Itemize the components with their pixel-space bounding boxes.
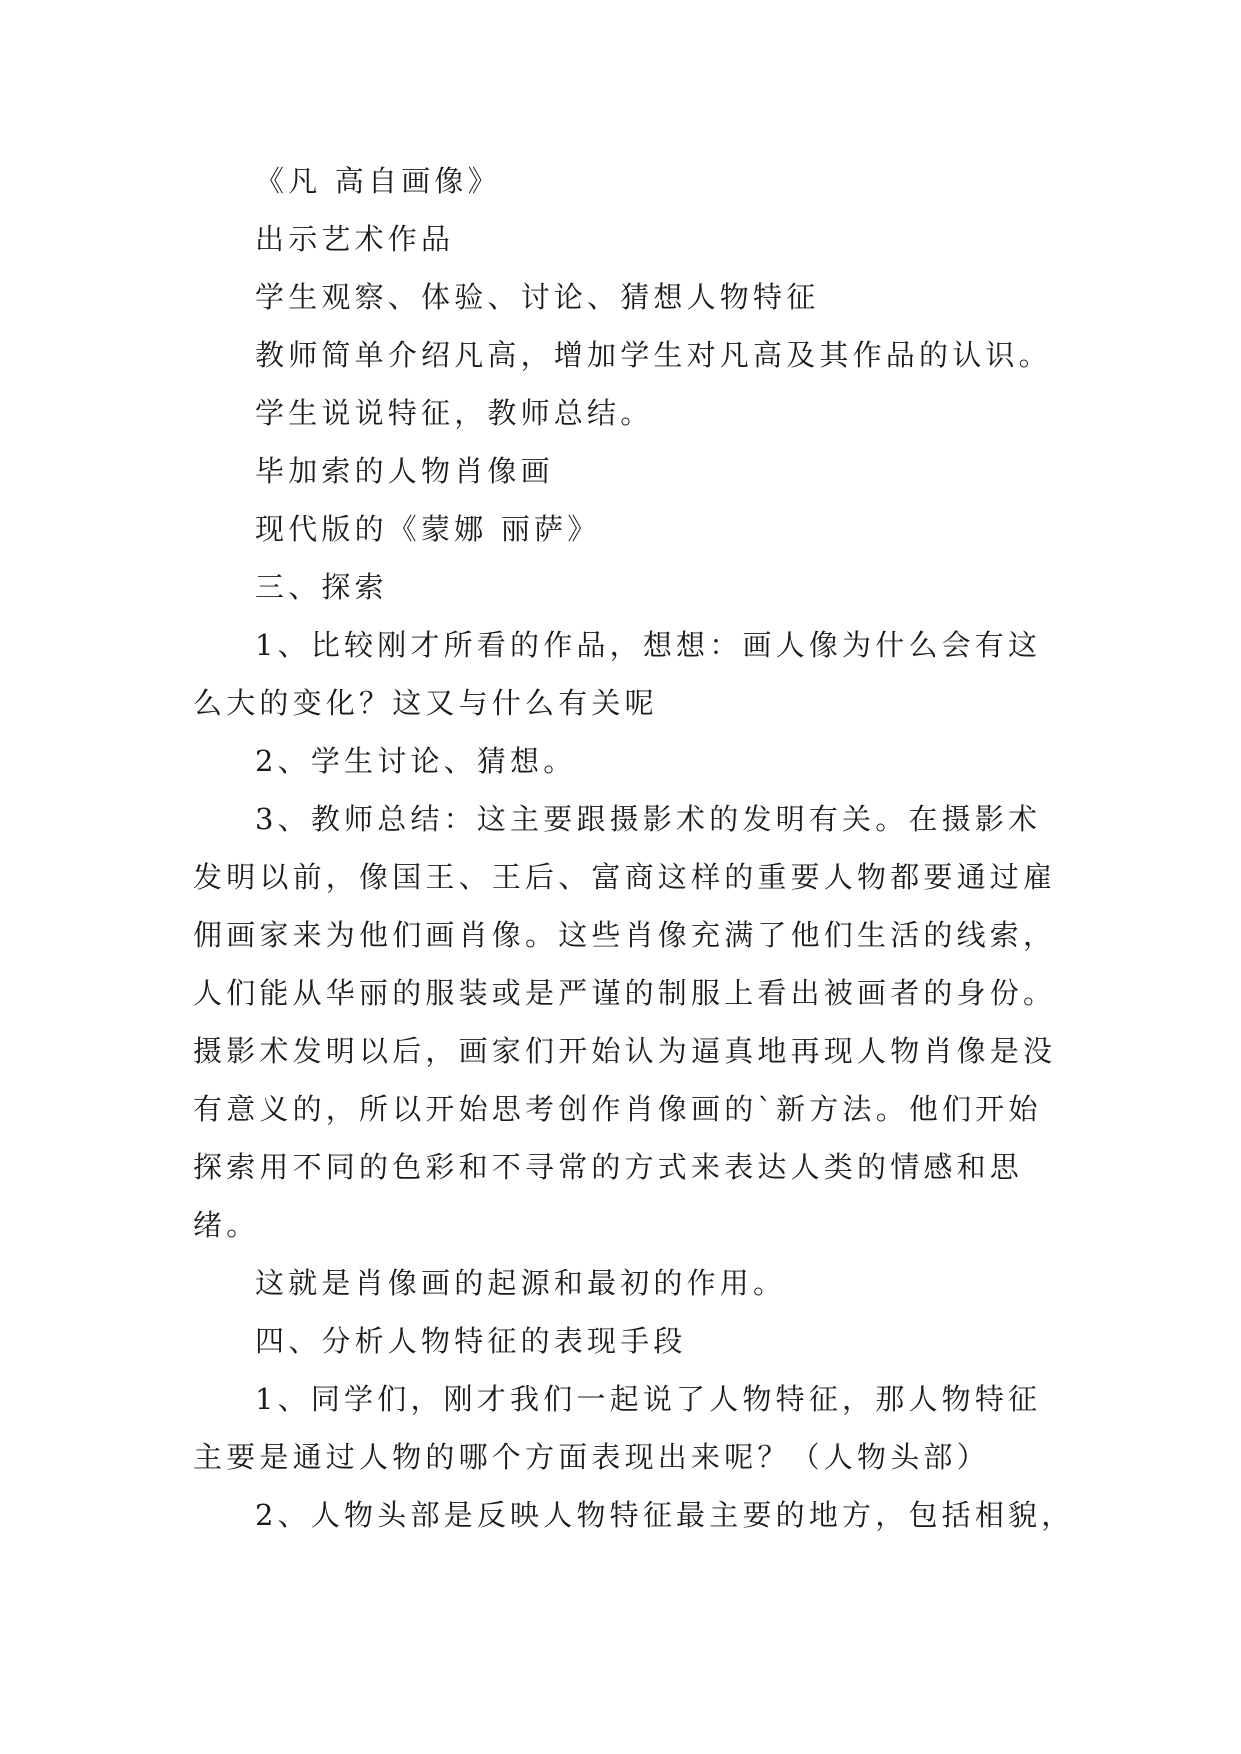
section-heading: 三、探索 <box>255 570 388 604</box>
text-line: 学生观察、体验、讨论、猜想人物特征 <box>255 280 820 314</box>
text-line: 教师简单介绍凡高，增加学生对凡高及其作品的认识。 <box>255 338 1052 372</box>
text-line: 2、学生讨论、猜想。 <box>255 744 577 778</box>
text-line: 摄影术发明以后，画家们开始认为逼真地再现人物肖像是没 <box>193 1034 1057 1068</box>
text-line: 《凡 高自画像》 <box>255 164 501 198</box>
text-line: 探索用不同的色彩和不寻常的方式来表达人类的情感和思 <box>193 1150 1024 1184</box>
text-line: 有意义的，所以开始思考创作肖像画的`新方法。他们开始 <box>193 1092 1042 1126</box>
text-line: 学生说说特征，教师总结。 <box>255 396 654 430</box>
document-body <box>193 152 1075 1544</box>
section-heading: 四、分析人物特征的表现手段 <box>255 1324 687 1358</box>
text-line: 1、同学们，刚才我们一起说了人物特征，那人物特征 <box>255 1382 1042 1416</box>
text-line: 么大的变化？这又与什么有关呢 <box>193 686 658 720</box>
text-line: 这就是肖像画的起源和最初的作用。 <box>255 1266 787 1300</box>
text-line: 3、教师总结：这主要跟摄影术的发明有关。在摄影术 <box>255 802 1042 836</box>
text-line: 人们能从华丽的服装或是严谨的制服上看出被画者的身份。 <box>193 976 1057 1010</box>
text-line: 主要是通过人物的哪个方面表现出来呢？（人物头部） <box>193 1440 990 1474</box>
text-line: 2、人物头部是反映人物特征最主要的地方，包括相貌， <box>255 1498 1075 1532</box>
text-line: 1、比较刚才所看的作品，想想：画人像为什么会有这 <box>255 628 1042 662</box>
text-line: 现代版的《蒙娜 丽萨》 <box>255 512 601 546</box>
text-line: 佣画家来为他们画肖像。这些肖像充满了他们生活的线索， <box>193 918 1057 952</box>
text-line: 发明以前，像国王、王后、富商这样的重要人物都要通过雇 <box>193 860 1057 894</box>
text-line: 绪。 <box>193 1208 260 1242</box>
text-line: 毕加索的人物肖像画 <box>255 454 554 488</box>
text-line: 出示艺术作品 <box>255 222 455 256</box>
